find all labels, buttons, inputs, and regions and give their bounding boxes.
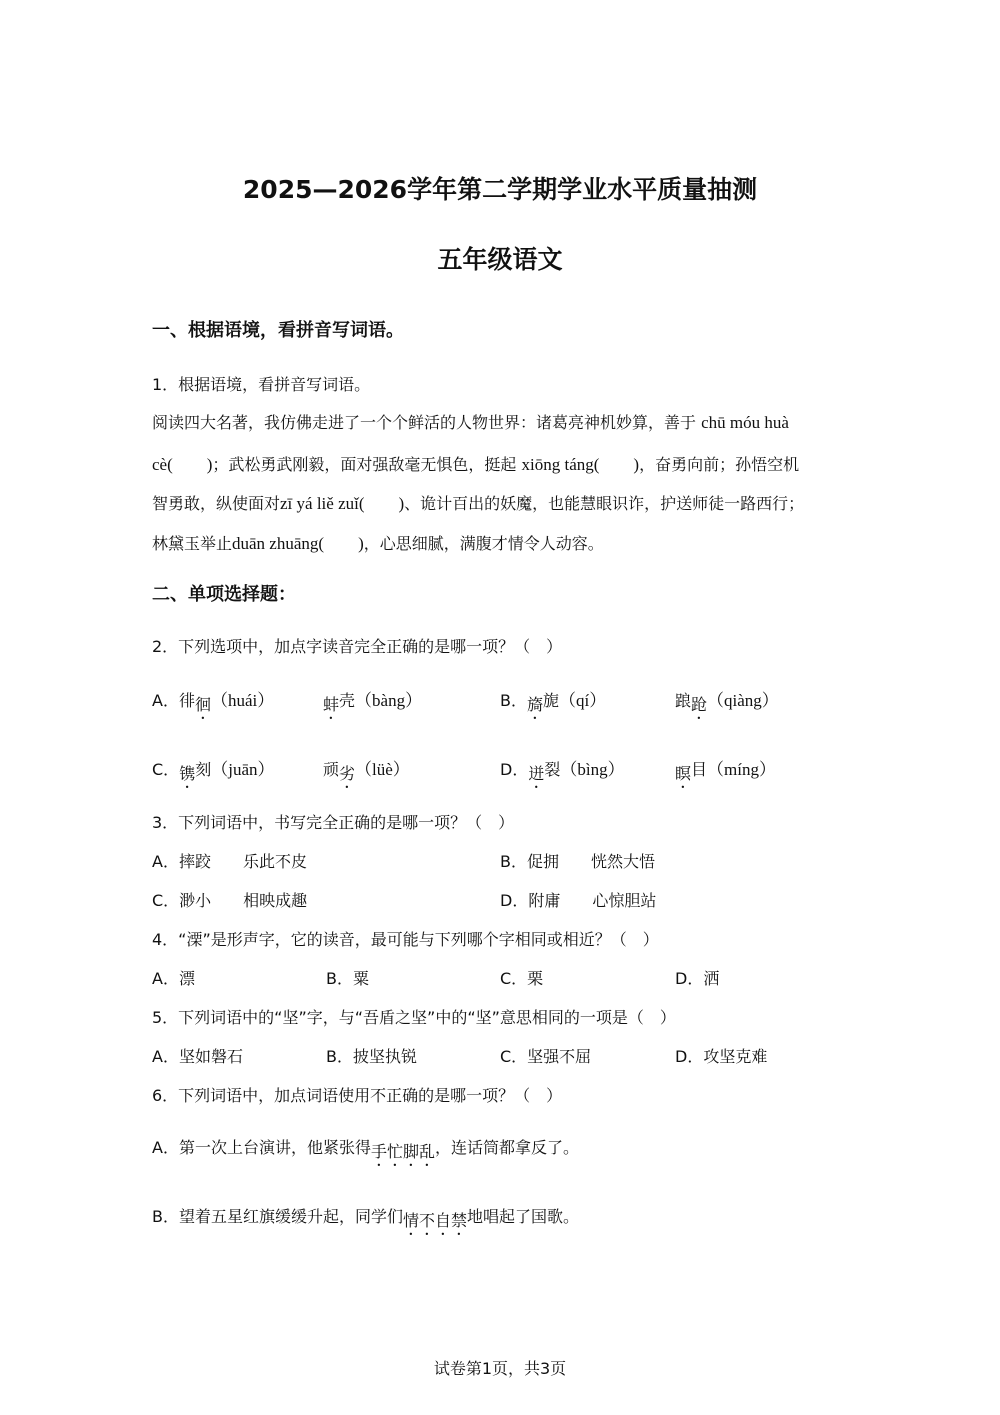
q1-line-2 bbox=[152, 450, 799, 475]
q4-option-b[interactable]: B．粟 bbox=[326, 969, 369, 988]
q1-pinyin-1: chū móu huà bbox=[701, 413, 789, 432]
exam-subtitle: 五年级语文 bbox=[437, 245, 563, 274]
q6-option-a[interactable] bbox=[152, 1135, 579, 1166]
dotted-phrase: 手忙脚乱 bbox=[370, 1142, 435, 1161]
q1-text: ，奋勇向前；孙悟空机 bbox=[639, 455, 800, 474]
q1-text: 林黛玉举止 bbox=[152, 534, 233, 553]
q1-pinyin-3: zī yá liě zuǐ( ) bbox=[280, 494, 405, 513]
dotted-char: 徊 bbox=[194, 695, 211, 714]
exam-title: 2025—2026学年第二学期学业水平质量抽测 bbox=[242, 175, 758, 204]
q4-option-a[interactable]: A．漂 bbox=[152, 969, 195, 988]
q2-option-b[interactable] bbox=[500, 686, 606, 719]
q5-option-b[interactable]: B．披坚执锐 bbox=[326, 1047, 417, 1066]
q3-option-b[interactable]: B．促拥 恍然大悟 bbox=[500, 852, 655, 871]
option-text: 地唱起了国歌。 bbox=[467, 1207, 580, 1226]
q1-line-1 bbox=[152, 410, 789, 433]
question-6-stem: 6．下列词语中，加点词语使用不正确的是哪一项？（ ） bbox=[152, 1086, 563, 1105]
q2-option-d-word-2 bbox=[675, 755, 776, 788]
question-3-stem: 3．下列词语中，书写完全正确的是哪一项？（ ） bbox=[152, 813, 515, 832]
option-word: 壳 bbox=[339, 691, 356, 710]
option-text: A．第一次上台演讲，他紧张得 bbox=[152, 1138, 371, 1157]
q2-option-c-word-2 bbox=[323, 755, 410, 788]
dotted-char: 跄 bbox=[691, 695, 708, 714]
option-label: C． bbox=[152, 760, 180, 779]
q5-option-c[interactable]: C．坚强不屈 bbox=[500, 1047, 592, 1066]
q3-option-d[interactable]: D．附庸 心惊胆站 bbox=[500, 891, 657, 910]
q5-option-a[interactable]: A．坚如磐石 bbox=[152, 1047, 243, 1066]
section-1-heading: 一、根据语境，看拼音写词语。 bbox=[152, 320, 404, 341]
question-4-stem: 4．“溧”是形声字，它的读音，最可能与下列哪个字相同或相近？（ ） bbox=[152, 930, 659, 949]
q2-option-a-word-2 bbox=[323, 686, 422, 719]
q1-text: ，心思细腻，满腹才情令人动容。 bbox=[363, 534, 604, 553]
dotted-char: 劣 bbox=[339, 764, 356, 783]
pinyin: （qiàng） bbox=[707, 691, 779, 710]
q1-text: 阅读四大名著，我仿佛走进了一个个鲜活的人物世界：诸葛亮神机妙算，善于 bbox=[152, 413, 697, 432]
page-number-footer: 试卷第1页，共3页 bbox=[433, 1359, 567, 1378]
pinyin: （bìng） bbox=[560, 760, 625, 779]
q3-option-c[interactable]: C．渺小 相映成趣 bbox=[152, 891, 308, 910]
q2-option-a[interactable] bbox=[152, 686, 274, 719]
q1-text: 、诡计百出的妖魔，也能慧眼识诈，护送师徒一路西行； bbox=[404, 494, 805, 513]
q4-option-c[interactable]: C．栗 bbox=[500, 969, 544, 988]
option-word: 刻 bbox=[195, 760, 212, 779]
option-text: ，连话筒都拿反了。 bbox=[434, 1138, 579, 1157]
option-word: 徘 bbox=[178, 691, 195, 710]
pinyin: （míng） bbox=[707, 760, 776, 779]
q1-pinyin-1-cont: cè( ) bbox=[152, 455, 213, 474]
dotted-char: 瞑 bbox=[675, 764, 692, 783]
pinyin: （lüè） bbox=[355, 760, 410, 779]
option-word: 裂 bbox=[544, 760, 561, 779]
pinyin: （huái） bbox=[210, 691, 275, 710]
section-2-heading: 二、单项选择题： bbox=[152, 584, 296, 605]
pinyin: （juān） bbox=[211, 760, 275, 779]
q1-pinyin-2: xiōng táng( ) bbox=[521, 455, 640, 474]
q2-option-d[interactable] bbox=[500, 755, 625, 788]
q5-option-d[interactable]: D．攻坚克难 bbox=[675, 1047, 768, 1066]
q1-line-4 bbox=[152, 529, 604, 554]
option-word: 旎 bbox=[543, 691, 560, 710]
q2-option-b-word-2 bbox=[675, 686, 779, 719]
question-5-stem: 5．下列词语中的“坚”字，与“吾盾之坚”中的“坚”意思相同的一项是（ ） bbox=[152, 1008, 676, 1027]
q6-option-b[interactable] bbox=[152, 1204, 579, 1235]
option-word: 踉 bbox=[675, 691, 692, 710]
option-word: 顽 bbox=[323, 760, 340, 779]
dotted-char: 蚌 bbox=[323, 695, 340, 714]
dotted-char: 旖 bbox=[526, 695, 543, 714]
pinyin: （bàng） bbox=[355, 691, 423, 710]
q2-option-c[interactable] bbox=[152, 755, 275, 788]
option-label: B． bbox=[500, 691, 527, 710]
dotted-phrase: 情不自禁 bbox=[402, 1211, 467, 1230]
q4-option-d[interactable]: D．洒 bbox=[675, 969, 720, 988]
option-label: A． bbox=[152, 691, 179, 710]
question-2-stem: 2．下列选项中，加点字读音完全正确的是哪一项？（ ） bbox=[152, 637, 563, 656]
q1-line-3 bbox=[152, 489, 804, 514]
dotted-char: 迸 bbox=[528, 764, 545, 783]
dotted-char: 镌 bbox=[179, 764, 196, 783]
option-label: D． bbox=[500, 760, 529, 779]
option-text: B．望着五星红旗缓缓升起，同学们 bbox=[152, 1207, 403, 1226]
pinyin: （qí） bbox=[559, 691, 607, 710]
q1-text: ；武松勇武刚毅，面对强敌毫无惧色，挺起 bbox=[212, 455, 517, 474]
question-1-stem: 1．根据语境，看拼音写词语。 bbox=[152, 375, 371, 394]
q1-pinyin-4: duān zhuāng( ) bbox=[232, 534, 364, 553]
option-word: 目 bbox=[691, 760, 708, 779]
q3-option-a[interactable]: A．摔跤 乐此不皮 bbox=[152, 852, 307, 871]
q1-text: 智勇敢，纵使面对 bbox=[152, 494, 281, 513]
